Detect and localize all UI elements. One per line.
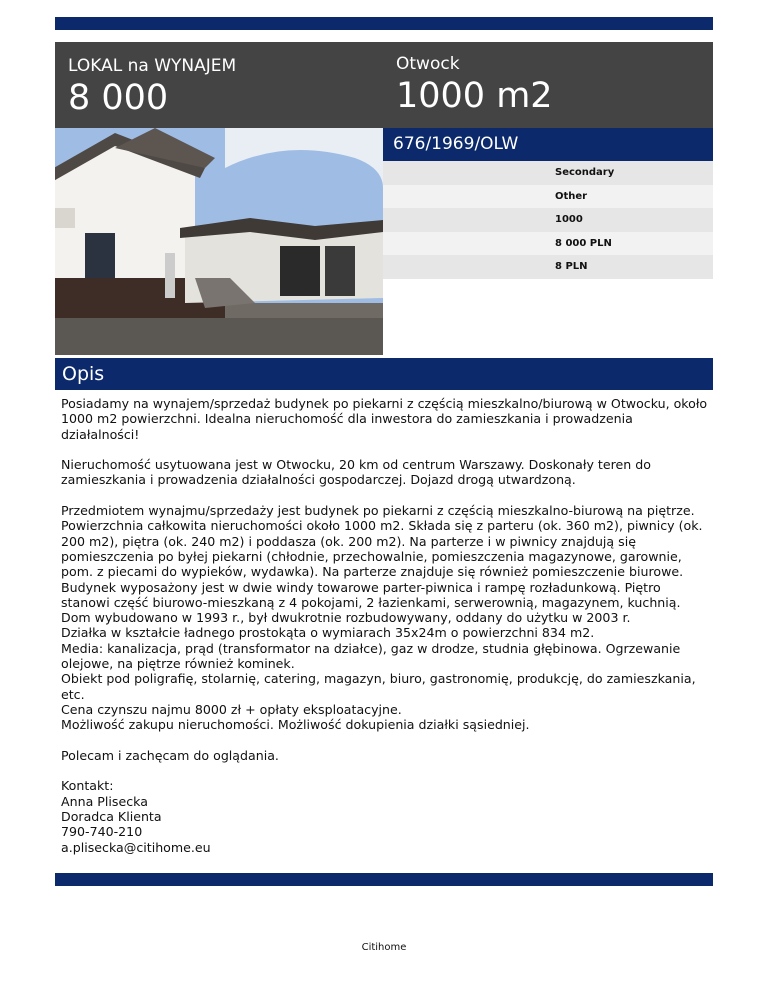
description-paragraph: Posiadamy na wynajem/sprzedaż budynek po piekarni z częścią mieszkalno/biurową w Otwocku, około 1000 m2 powierzchni. Idealna nieruchomość dla inwestora do zamieszkania i prowadzenia działalności! [61, 396, 708, 442]
listing-header [55, 42, 713, 128]
detail-type: Other [383, 185, 713, 209]
detail-market: Secondary [383, 161, 713, 185]
property-type: LOKAL na WYNAJEM [68, 56, 237, 76]
price: 8 000 [68, 78, 169, 118]
footer-brand: Citihome [361, 942, 407, 953]
detail-price: 8 000 PLN [383, 232, 713, 256]
description-paragraph: Polecam i zachęcam do oglądania. [61, 747, 279, 763]
top-decorative-bar [55, 17, 713, 30]
detail-price-per-m2: 8 PLN [383, 255, 713, 279]
description-paragraph: Nieruchomość usytuowana jest w Otwocku, 20 km od centrum Warszawy. Doskonały teren do zamieszkania i prowadzenia działalności gospodarczej. Dojazd drogą utwardzoną. [61, 457, 651, 488]
bottom-decorative-bar [55, 873, 713, 886]
details-table [383, 161, 713, 279]
header-left [68, 56, 236, 118]
detail-area: 1000 [383, 208, 713, 232]
section-title: Opis [55, 358, 713, 390]
description-body [61, 396, 709, 870]
header-right [396, 54, 553, 116]
contact-block: Kontakt: Anna Plisecka Doradca Klienta 790-740-210 a.plisecka@citihome.eu [61, 778, 211, 855]
property-photo [55, 128, 383, 355]
city: Otwock [396, 54, 460, 74]
reference-number: 676/1969/OLW [383, 128, 713, 161]
description-paragraph: Przedmiotem wynajmu/sprzedaży jest budynek po piekarni z częścią mieszkalno-biurową na piętrze. Powierzchnia całkowita nieruchomości około 1000 m2. Składa się z parteru (ok. 360 m2), piwnicy (ok. 200 m2), piętra (ok. 240 m2) i poddasza (ok. 200 m2). Na parterze i w piwnicy znajdują się pomieszczenia po byłej piekarni (chłodnie, przechowalnie, pomieszczenia magazynowe, garownie, pom. z piecami do wypieków, wydawka). Na parterze znajduje się również pomieszczenie biurowe. Budynek wyposażony jest w dwie windy towarowe parter-piwnica i rampę rozładunkową. Piętro stanowi część biurowo-mieszkaną z 4 pokojami, 2 łazienkami, serwerownią, magazynem, kuchnią. Dom wybudowano w 1993 r., był dwukrotnie rozbudowywany, oddany do użytku w 2003 r. Działka w kształcie ładnego prostokąta o wymiarach 35x24m o powierzchni 834 m2. Media: kanalizacja, prąd (transformator na działce), gaz w drodze, studnia głębinowa. Ogrzewanie olejowe, na piętrze również kominek. Obiekt pod poligrafię, stolarnię, catering, magazyn, biuro, gastronomię, produkcję, do zamieszkania, etc. Cena czynszu najmu 8000 zł + opłaty eksploatacyjne. Możliwość zakupu nieruchomości. Możliwość dokupienia działki sąsiedniej. [61, 503, 703, 733]
area: 1000 m2 [396, 76, 553, 116]
